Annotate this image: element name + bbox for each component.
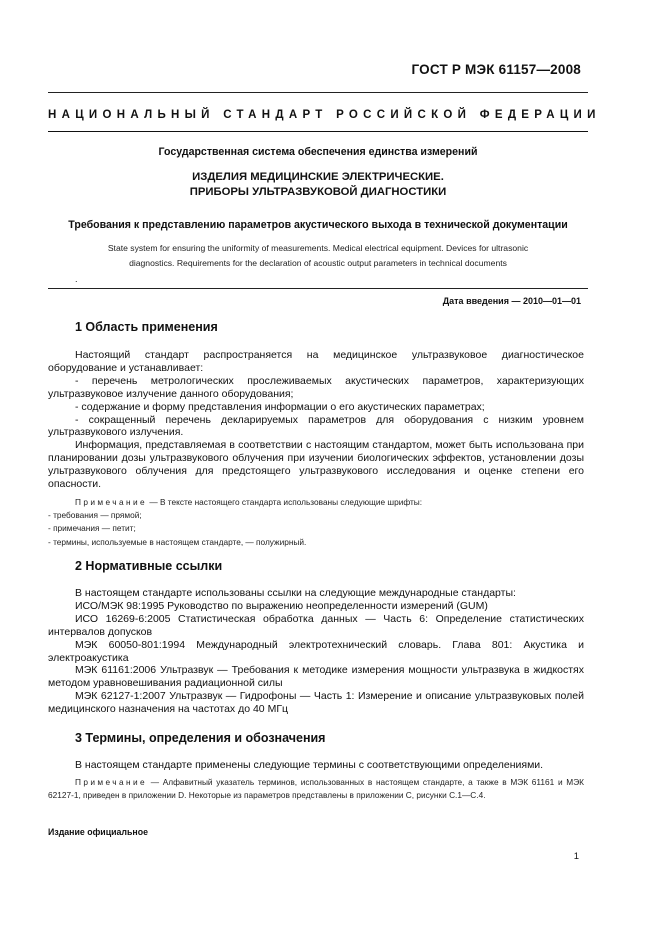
- section-3-note: [48, 776, 584, 802]
- reference-item: ИСО 16269-6:2005 Статистическая обработка данных — Часть 6: Определение статистических интервалов допусков: [48, 612, 584, 638]
- reference-item: МЭК 61161:2006 Ультразвук — Требования к методике измерения мощности ультразвука в жидкостях методом уравновешивания радиационной силы: [48, 664, 584, 690]
- standard-code: ГОСТ Р МЭК 61157—2008: [411, 62, 581, 77]
- section-2-heading: 2 Нормативные ссылки: [75, 559, 223, 573]
- note-line: [48, 776, 584, 802]
- reference-item: МЭК 62127-1:2007 Ультразвук — Гидрофоны — Часть 1: Измерение и описание ультразвуковых полей медицинского назначения на частотах до 40 МГц: [48, 690, 584, 716]
- note-label: Примечание: [75, 497, 148, 507]
- reference-item: ИСО/МЭК 98:1995 Руководство по выражению неопределенности измерений (GUM): [75, 599, 488, 612]
- paragraph: В настоящем стандарте использованы ссылки на следующие международные стандарты:: [75, 587, 516, 599]
- note-text: — В тексте настоящего стандарта использованы следующие шрифты:: [147, 497, 423, 507]
- section-1-note: [48, 496, 584, 549]
- title-line-2: ПРИБОРЫ УЛЬТРАЗВУКОВОЙ ДИАГНОСТИКИ: [189, 186, 447, 198]
- edition-label: Издание официальное: [48, 827, 148, 837]
- requirements-subtitle: Требования к представлению параметров акустического выхода в технической документации: [68, 219, 568, 231]
- section-3-heading: 3 Термины, определения и обозначения: [75, 731, 326, 745]
- section-1-body: [48, 349, 584, 491]
- reference-item: МЭК 60050-801:1994 Международный электротехнический словарь. Глава 801: Акустика и электроакустика: [48, 638, 584, 664]
- system-title: Государственная система обеспечения единства измерений: [158, 146, 478, 158]
- note-item: - примечания — петит;: [48, 523, 136, 534]
- section-3-body: [48, 759, 584, 772]
- paragraph: Настоящий стандарт распространяется на медицинское ультразвуковое диагностическое оборудование и устанавливает:: [48, 349, 584, 374]
- list-item: - перечень метрологических прослеживаемых акустических параметров, характеризующих ультразвуковое излучение данного оборудования;: [48, 374, 584, 400]
- title-dot: .: [75, 274, 78, 284]
- english-title-line-2: diagnostics. Requirements for the declaration of acoustic output parameters in technical documents: [129, 258, 507, 268]
- title-divider: [48, 288, 588, 289]
- section-1-heading: 1 Область применения: [75, 320, 218, 334]
- document-title: [48, 170, 588, 200]
- title-line-1: ИЗДЕЛИЯ МЕДИЦИНСКИЕ ЭЛЕКТРИЧЕСКИЕ.: [192, 171, 444, 183]
- note-line: [48, 496, 584, 509]
- note-label: Примечание: [75, 777, 148, 787]
- national-standard-banner: НАЦИОНАЛЬНЫЙ СТАНДАРТ РОССИЙСКОЙ ФЕДЕРАЦИИ: [48, 109, 601, 121]
- page-number: 1: [573, 851, 579, 862]
- list-item: - сокращенный перечень декларируемых параметров для оборудования с низким уровнем ультразвукового излучения.: [48, 413, 584, 439]
- introduction-date: Дата введения — 2010—01—01: [442, 296, 581, 306]
- banner-divider: [48, 131, 588, 132]
- english-title-line-1: State system for ensuring the uniformity of measurements. Medical electrical equipment. Devices for ultrasonic: [107, 243, 529, 253]
- section-2-body: [48, 587, 584, 716]
- note-item: - термины, используемые в настоящем стандарте, — полужирный.: [48, 536, 307, 547]
- paragraph: Информация, представляемая в соответствии с настоящим стандартом, может быть использована при планировании дозы ультразвукового облучения при изучении биологических эффектов, установлении дозы ультразвукового облучения для предстоящего ультразвукового исследования и оценке степени его опасности.: [48, 439, 584, 491]
- note-item: - требования — прямой;: [48, 510, 142, 521]
- paragraph: В настоящем стандарте применены следующие термины с соответствующими определениями.: [75, 759, 544, 771]
- english-title: [48, 241, 588, 271]
- note-text: — Алфавитный указатель терминов, использованных в настоящем стандарте, а также в МЭК 61161 и МЭК 62127-1, приведен в приложении D. Некоторые из параметров представлены в приложении С, рисунки С.1—С.4.: [48, 777, 584, 801]
- header-divider: [48, 92, 588, 93]
- list-item: - содержание и форму представления информации о его акустических параметрах;: [75, 400, 485, 413]
